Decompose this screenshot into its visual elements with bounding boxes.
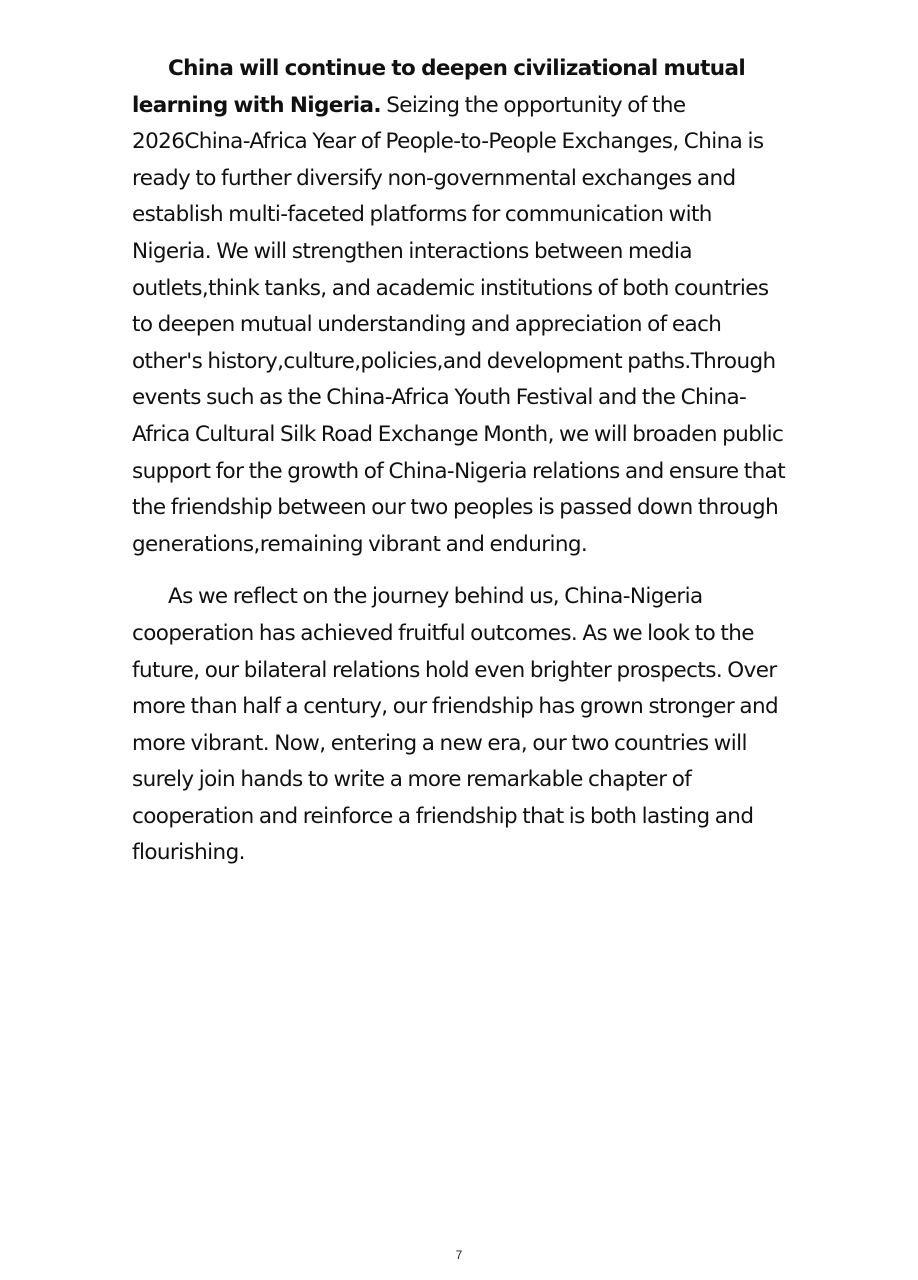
paragraph-body: As we reflect on the journey behind us, China-Nigeria cooperation has achieved fruitful outcomes. As we look to the future, our bilateral relations hold even brighter prospects. Over more than half a century, our friendship has grown stronger and more vibrant. Now, entering a new era, our two countries will surely join hands to write a more remarkable chapter of cooperation and reinforce a friendship that is both lasting and flourishing. — [132, 584, 779, 866]
paragraph-lead-heading: China will continue to deepen civilizational mutual learning with Nigeria. — [132, 56, 746, 118]
paragraph-civilizational-learning — [132, 51, 787, 563]
page-number: 7 — [455, 1248, 463, 1262]
body-text — [132, 51, 787, 872]
paragraph-body: Seizing the opportunity of the 2026China-Africa Year of People-to-People Exchanges, China is ready to further diversify non-governmental exchanges and establish multi-faceted platforms for communication with Nigeria. We will strengthen interactions between media outlets,think tanks, and academic institutions of both countries to deepen mutual understanding and appreciation of each other's history,culture,policies,and development paths.Through events such as the China-Africa Youth Festival and the China-Africa Cultural Silk Road Exchange Month, we will broaden public support for the growth of China-Nigeria relations and ensure that the friendship between our two peoples is passed down through generations,remaining vibrant and enduring. — [132, 92, 786, 557]
paragraph-conclusion — [132, 579, 787, 872]
